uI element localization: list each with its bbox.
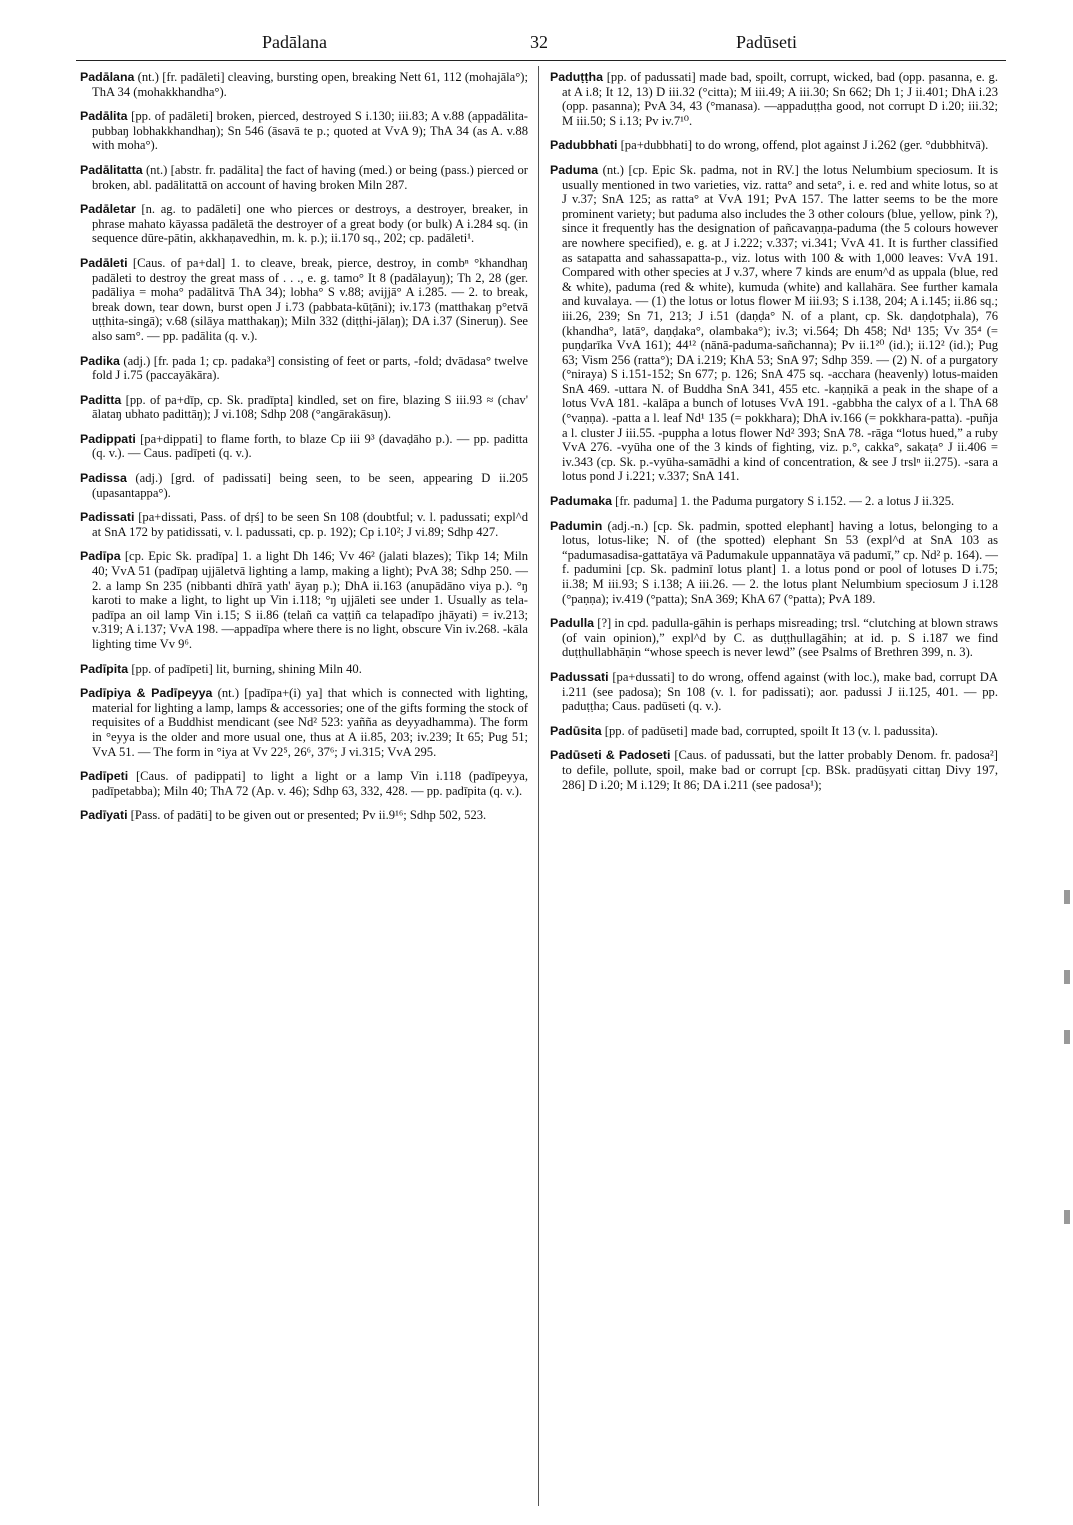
dictionary-entry — [80, 510, 528, 539]
headword: Padussati — [550, 669, 609, 684]
headword: Padissa — [80, 471, 127, 486]
headword: Padūsita — [550, 723, 602, 738]
header-left-word: Padālana — [262, 32, 327, 52]
headword: Padīpita — [80, 661, 129, 676]
entry-text: [pa+dissati, Pass. of dṛś] to be seen Sn 108 (doubtful; v. l. padussati; expl^d at SnA 172 by patidissati, v. l. padussati, cp. p. 192); Cp i.10²; J vi.89; Sdhp 427. — [92, 510, 528, 539]
headword: Paditta — [80, 392, 122, 407]
dictionary-entry — [80, 393, 528, 422]
entry-text: [Caus. of padussati, but the latter probably Denom. fr. padosa²] to defile, pollute, spoil, make bad or corrupt [cp. BSk. pradūṣyati cittaŋ Divy 197, 286] D i.20; M i.129; It 86; DA i.211 (see padosa¹); — [562, 748, 998, 792]
dictionary-entry — [550, 748, 998, 792]
dictionary-entry — [80, 769, 528, 798]
headword: Padūseti & Padoseti — [550, 748, 671, 763]
headword: Padīpa — [80, 549, 121, 564]
headword: Paduṭṭha — [550, 70, 604, 84]
entry-text: [Pass. of padāti] to be given out or presented; Pv ii.9¹⁶; Sdhp 502, 523. — [127, 808, 487, 823]
dictionary-entry — [80, 109, 528, 153]
headword: Padāletar — [80, 202, 136, 217]
entry-text: (nt.) [abstr. fr. padālita] the fact of having (med.) or being (pass.) pierced or broken, abl. padālitattā on account of having broken Miln 287. — [92, 162, 528, 192]
entry-text: (nt.) [fr. padāleti] cleaving, bursting open, breaking Nett 61, 112 (mohajāla°); ThA 34 (mohakkhandha°). — [92, 70, 528, 99]
headword: Padālita — [80, 109, 128, 124]
header-right-word: Padūseti — [736, 32, 797, 52]
headword: Padippati — [80, 431, 136, 446]
entry-text: (nt.) [padīpa+(i) ya] that which is connected with lighting, material for lighting a lamp, lamps & accessories; one of the gifts forming the stock of requisites of a Buddhist mendicant (see Nd² 523: yañña as deyyadhamma). The form in °eyya is the older and more usual one, thus at A ii.85, 203; iv.239; It 65; Pug 51; VvA 51. — The form in °iya at Vv 22⁵, 26⁶, 37⁶; J vi.315; VvA 295. — [92, 686, 528, 759]
dictionary-entry — [80, 549, 528, 651]
header-rule — [76, 60, 1006, 61]
entry-text: [pp. of padussati] made bad, spoilt, corrupt, wicked, bad (opp. pasanna, e. g. at A i.8; It 12, 13) D iii.32 (°citta); M iii.49; A iii.30; Sn 662; Dh 1; J ii.401; DhA i.23 (opp. pasanna); PvA 34, 43 (°manasa). —appaduṭṭha good, not corrupt D i.20; iii.32; M iii.50; S i.13; Pv iv.7¹⁰. — [562, 70, 998, 128]
page-edge-mark — [1064, 970, 1070, 984]
entry-text: (adj.-n.) [cp. Sk. padmin, spotted elephant] having a lotus, belonging to a lotus, lotus-like; N. of (the spotted) elephant Sn 53 (expl^d at SnA 103 as “padumasadisa-gattatāya vā Padumakule uppannatāya vā padumī,” cp. Nd² p. 164). — f. padumini [cp. Sk. padminī lotus plant] 1. a lotus pond or pool of lotuses D i.75; ii.38; M iii.93; S i.138; A iii.26. — 2. the lotus plant Nelumbium speciosum J i.128 (°paṇṇa); iv.419 (°patta); SnA 369; KhA 67 (°patta); PvA 189. — [562, 518, 999, 606]
dictionary-entry — [80, 163, 528, 192]
entry-text: [fr. paduma] 1. the Paduma purgatory S i.152. — 2. a lotus J ii.325. — [611, 494, 955, 509]
entry-text: [Caus. of padippati] to light a light or a lamp Vin i.118 (padīpeyya, padīpetabba); Miln 40; ThA 72 (Ap. v. 46); Sdhp 63, 332, 428. — pp. padīpita (q. v.). — [92, 769, 528, 798]
headword: Padumaka — [550, 494, 612, 509]
headword: Padīpeti — [80, 769, 129, 784]
dictionary-entry — [80, 432, 528, 461]
dictionary-entry — [550, 163, 998, 484]
dictionary-entry — [80, 354, 528, 383]
entry-text: (adj.) [fr. pada 1; cp. padaka³] consisting of feet or parts, -fold; dvādasa° twelve fold J i.75 (paccayākāra). — [92, 353, 528, 383]
dictionary-entry — [80, 70, 528, 99]
headword: Padālitatta — [80, 162, 143, 177]
dictionary-entry — [550, 616, 998, 660]
entry-text: [pa+dippati] to flame forth, to blaze Cp iii 9³ (davaḍāho p.). — pp. paditta (q. v.). — Caus. padīpeti (q. v.). — [92, 431, 528, 461]
dictionary-entry — [80, 471, 528, 500]
dictionary-entry — [550, 70, 998, 128]
dictionary-entry — [550, 519, 998, 607]
headword: Padulla — [550, 616, 595, 631]
dictionary-entry — [550, 724, 998, 739]
headword: Padāleti — [80, 255, 128, 270]
dictionary-entry — [80, 686, 528, 759]
entry-text: [Caus. of pa+dal] 1. to cleave, break, pierce, destroy, in combⁿ °khandhaŋ padāleti to destroy the great mass of . . ., e. g. tamo° It 8 (padālayuŋ); Th 2, 28 (ger. padāliya = moha° padālitvā ThA 34); lobha° S v.88; avijjā° A i.285. — 2. to break, break down, tear down, burst open J i.73 (pabbata-kūṭāni); iv.173 (matthakaŋ p°etvā uṭṭhita-singā); v.68 (silāya matthakaŋ); Miln 332 (diṭṭhi-jālaŋ); DA i.37 (Sineruŋ). See also sam°. — pp. padālita (q. v.). — [92, 255, 528, 343]
dictionary-entry — [80, 808, 528, 823]
headword: Padika — [80, 353, 120, 368]
dictionary-entry — [80, 256, 528, 344]
headword: Padīyati — [80, 808, 128, 823]
page-number: 32 — [530, 32, 548, 52]
entry-text: [?] in cpd. padulla-gāhin is perhaps misreading; trsl. “clutching at blown straws (of vain opinion),” expl^d by C. as duṭṭhullagāhin; at id. p. S i.187 we find duṭṭhullabhāṇin “whose speech is never lewd” (see Psalms of Brethren 399, n. 3). — [562, 616, 998, 660]
right-column — [550, 70, 998, 802]
dictionary-entry — [80, 202, 528, 246]
entry-text: [n. ag. to padāleti] one who pierces or destroys, a destroyer, breaker, in phrase mahato kāyassa padāletā the destroyer of a great body (or bulk) A i.284 sq. (in sequence dūre-pātin, akkhaṇavedhin, m. k. p.); ii.170 sq., 202; cp. padāleti¹. — [92, 202, 528, 246]
headword: Padubbhati — [550, 138, 618, 153]
dictionary-entry — [80, 662, 528, 677]
entry-text: (adj.) [grd. of padissati] being seen, to be seen, appearing D ii.205 (upasantappa°). — [92, 471, 528, 500]
headword: Padissati — [80, 510, 135, 525]
page-edge-mark — [1064, 1210, 1070, 1224]
entry-text: [pa+dussati] to do wrong, offend against (with loc.), make bad, corrupt DA i.211 (see padosa); Sn 108 (v. l. for padissati); aor. padussi J ii.125, 401. — pp. paduṭṭha; Caus. padūseti (q. v.). — [562, 669, 998, 714]
dictionary-entry — [550, 138, 998, 153]
entry-text: [pp. of padāleti] broken, pierced, destroyed S i.130; iii.83; A v.88 (appadālita-pubbaŋ lobhakkhandhaŋ); Sn 546 (āsavā te p.; quoted at VvA 9); ThA 34 (as A. v.88 with moha°). — [92, 109, 528, 153]
dictionary-entry — [550, 670, 998, 714]
left-column — [80, 70, 528, 833]
headword: Padumin — [550, 518, 603, 533]
headword: Padīpiya & Padīpeyya — [80, 686, 213, 701]
headword: Paduma — [550, 162, 599, 177]
entry-text: [pa+dubbhati] to do wrong, offend, plot against J i.262 (ger. °dubbhitvā). — [617, 138, 989, 153]
entry-text: (nt.) [cp. Epic Sk. padma, not in RV.] the lotus Nelumbium speciosum. It is usually mentioned in two varieties, viz. ratta° and seta°, i. e. red and white lotus, so at J v.37; SnA 125; as ratta° at VvA 191; PvA 157. The latter seems to be the more prominent variety; but paduma also includes the 3 other colours (blue, yellow, pink ?), since it frequently has the designation of pañcavaṇṇa-paduma (the 5 colours however are nowhere specified), e. g. at J i.222; v.337; vi.341; VvA 41. It is further classified as satapatta and sahassapatta-p., viz. lotus with 100 & with 1,000 leaves: VvA 191. Compared with other species at J v.37, where 7 kinds are enum^d as uppala (blue, red & white), paduma (red & white), kumuda (white) and kallahāra. See further kamala and kuvalaya. — (1) the lotus or lotus flower M iii.93; S i.138, 204; A i.145; ii.86 sq.; iii.26, 239; Sn 71, 213; J i.51 (daṇḍa° N. of a plant, cp. Sk. daṇḍotphala), 76 (khandha°, latā°, daṇḍaka°, olambaka°); iv.3; vi.564; Dh 458; Nd¹ 135; Vv 35⁴ (= puṇḍarīka VvA 161); 44¹² (nānā-paduma-sañchanna); Pv ii.1²⁰ (id.); ii.12² (id.); Pug 63; Vism 256 (ratta°); DA i.219; KhA 53; SnA 97; Sdhp 359. — (2) N. of a purgatory (°niraya) S i.151-152; Sn 677; p. 126; SnA 475 sq. -acchara (heavenly) lotus-maiden SnA 469. -uttara N. of Buddha SnA 341, 455 etc. -kaṇṇikā a peak in the shape of a lotus VvA 181. -kalāpa a bunch of lotuses VvA 191. -gabbha the calyx of a l. ThA 68 (°vaṇṇa). -patta a l. leaf Nd¹ 135 (= pokkhara); DhA iv.166 (= pokkhara-patta). -puñja a l. cluster J iii.55. -puppha a lotus flower Nd² 393; SnA 78. -rāga “lotus hued,” a ruby VvA 276. -vyūha one of the 3 kinds of fighting, viz. p.°, cakka°, sakaṭa° J ii.406 = iv.343 (cp. Sk. p.-vyūha-samādhi a kind of concentration, & see J trslⁿ ii.275). -sara a lotus pond J i.221; v.337; SnA 141. — [562, 162, 998, 484]
entry-text: [pp. of padūseti] made bad, corrupted, spoilt It 13 (v. l. padussita). — [601, 723, 938, 738]
entry-text: [pp. of pa+dīp, cp. Sk. pradīpta] kindled, set on fire, blazing S iii.93 ≈ (chav' ālataŋ ubhato padittāŋ); J vi.108; Sdhp 208 (°angārakāsuŋ). — [92, 392, 528, 422]
headword: Padālana — [80, 70, 135, 84]
dictionary-entry — [550, 494, 998, 509]
page-edge-mark — [1064, 890, 1070, 904]
column-divider — [538, 66, 539, 1506]
page-edge-mark — [1064, 1030, 1070, 1044]
entry-text: [cp. Epic Sk. pradīpa] 1. a light Dh 146; Vv 46² (jalati blazes); Tikp 14; Miln 40; VvA 51 (padīpaŋ ujjāletvā lighting a lamp, making a light); PvA 38; Sdhp 250. — 2. a lamp Sn 235 (nibbanti dhīrā yath' āyaŋ p.); DhA ii.163 (anupādāno viya p.). °ŋ karoti to make a light, to light up Vin i.118; °ŋ ujjāleti see under 1. Usually as tela-padīpa an oil lamp Vin i.15; S ii.86 (telañ ca vaṭṭiñ ca telapadīpo jhāyati) = iv.213; v.319; A i.137; VvA 198. —appadīpa where there is no light, obscure Vin iv.268. -kāla lighting time Vv 9⁶. — [92, 549, 528, 651]
entry-text: [pp. of padīpeti] lit, burning, shining Miln 40. — [128, 661, 362, 676]
